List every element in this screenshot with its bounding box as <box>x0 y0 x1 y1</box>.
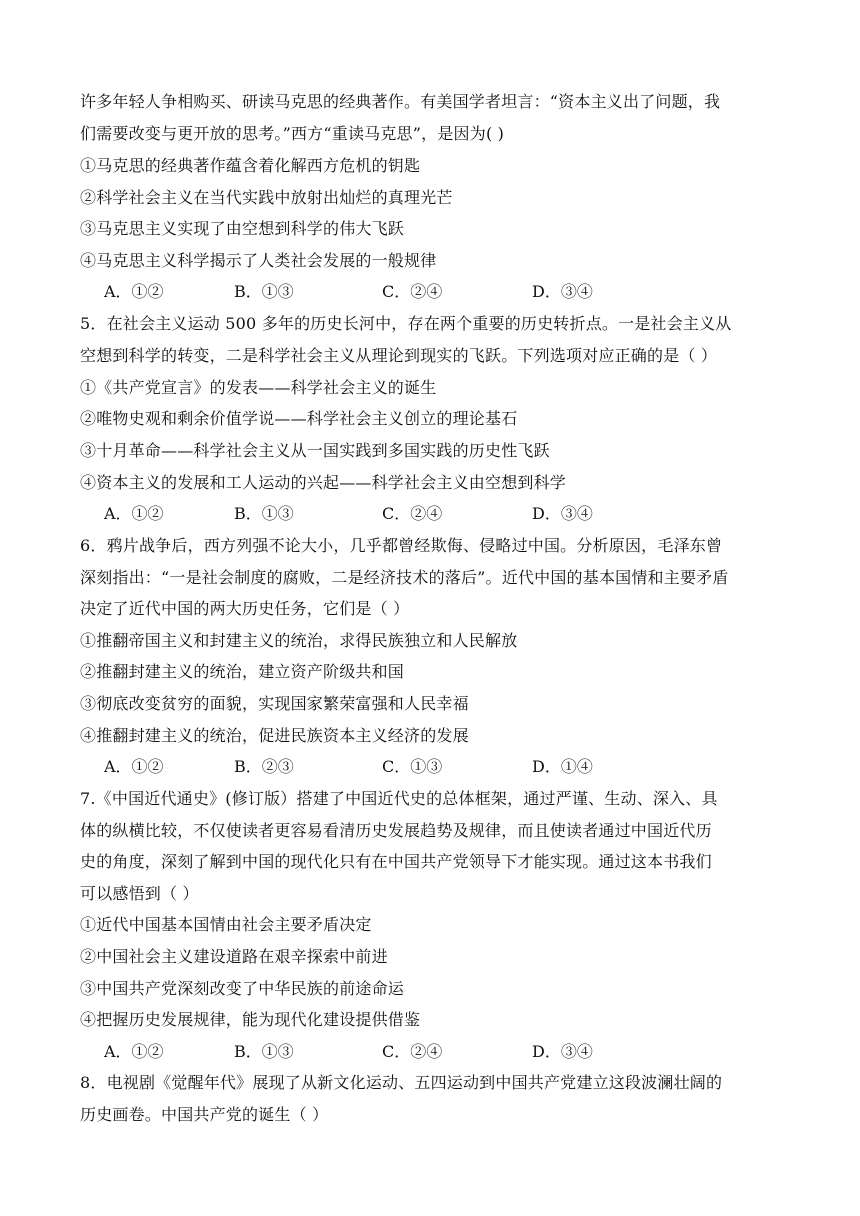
q8-stem-line-1: 8．电视剧《觉醒年代》展现了从新文化运动、五四运动到中国共产党建立这段波澜壮阔的 <box>80 1073 723 1092</box>
q5-option-c[interactable]: C．②④ <box>382 504 443 523</box>
q5-stem-line-1: 5．在社会主义运动 500 多年的历史长河中，存在两个重要的历史转折点。一是社会主义从 <box>80 314 732 333</box>
q4-option-a[interactable]: A．①② <box>104 282 164 301</box>
q7-statement-4: ④把握历史发展规律，能为现代化建设提供借鉴 <box>80 1010 421 1029</box>
q4-option-b[interactable]: B．①③ <box>234 282 294 301</box>
q5-statement-1: ①《共产党宣言》的发表——科学社会主义的诞生 <box>80 378 437 397</box>
q6-stem-line-2: 深刻指出：“一是社会制度的腐败，二是经济技术的落后”。近代中国的基本国情和主要矛盾 <box>80 568 729 587</box>
q6-statement-2: ②推翻封建主义的统治，建立资产阶级共和国 <box>80 662 405 681</box>
q4-stem-line-2: 们需要改变与更开放的思考。”西方“重读马克思”，是因为( ) <box>80 124 505 143</box>
q7-stem-line-1: 7.《中国近代通史》(修订版）搭建了中国近代史的总体框架，通过严谨、生动、深入、具 <box>80 789 718 808</box>
q5-stem-line-2: 空想到科学的转变，二是科学社会主义从理论到现实的飞跃。下列选项对应正确的是（ ） <box>80 346 718 365</box>
q6-option-a[interactable]: A．①② <box>104 757 164 776</box>
q5-option-a[interactable]: A．①② <box>104 504 164 523</box>
q6-stem-line-1: 6．鸦片战争后，西方列强不论大小，几乎都曾经欺侮、侵略过中国。分析原因，毛泽东曾 <box>80 536 723 555</box>
q7-option-c[interactable]: C．②④ <box>382 1042 443 1061</box>
q5-statement-2: ②唯物史观和剩余价值学说——科学社会主义创立的理论基石 <box>80 409 518 428</box>
q8-stem-line-2: 历史画卷。中国共产党的诞生（ ） <box>80 1105 329 1124</box>
q7-statement-1: ①近代中国基本国情由社会主要矛盾决定 <box>80 915 372 934</box>
q4-option-c[interactable]: C．②④ <box>382 282 443 301</box>
q6-option-d[interactable]: D．①④ <box>532 757 593 776</box>
q6-option-b[interactable]: B．②③ <box>234 757 294 776</box>
q7-option-d[interactable]: D．③④ <box>532 1042 593 1061</box>
q7-statement-2: ②中国社会主义建设道路在艰辛探索中前进 <box>80 947 388 966</box>
q7-stem-line-2: 体的纵横比较，不仅使读者更容易看清历史发展趋势及规律，而且使读者通过中国近代历 <box>80 821 712 840</box>
q4-statement-2: ②科学社会主义在当代实践中放射出灿烂的真理光芒 <box>80 188 453 207</box>
q6-statement-3: ③彻底改变贫穷的面貌，实现国家繁荣富强和人民幸福 <box>80 694 469 713</box>
q7-option-b[interactable]: B．①③ <box>234 1042 294 1061</box>
q6-statement-4: ④推翻封建主义的统治，促进民族资本主义经济的发展 <box>80 726 469 745</box>
q4-statement-3: ③马克思主义实现了由空想到科学的伟大飞跃 <box>80 219 405 238</box>
q6-statement-1: ①推翻帝国主义和封建主义的统治，求得民族独立和人民解放 <box>80 631 518 650</box>
q5-statement-4: ④资本主义的发展和工人运动的兴起——科学社会主义由空想到科学 <box>80 473 567 492</box>
q7-option-a[interactable]: A．①② <box>104 1042 164 1061</box>
q4-statement-1: ①马克思的经典著作蕴含着化解西方危机的钥匙 <box>80 156 421 175</box>
q5-statement-3: ③十月革命——科学社会主义从一国实践到多国实践的历史性飞跃 <box>80 441 550 460</box>
q5-option-b[interactable]: B．①③ <box>234 504 294 523</box>
q4-option-d[interactable]: D．③④ <box>532 282 593 301</box>
q6-option-c[interactable]: C．①③ <box>382 757 443 776</box>
q5-option-d[interactable]: D．③④ <box>532 504 593 523</box>
q7-stem-line-3: 史的角度，深刻了解到中国的现代化只有在中国共产党领导下才能实现。通过这本书我们 <box>80 852 712 871</box>
q7-stem-line-4: 可以感悟到（ ） <box>80 884 199 903</box>
q6-stem-line-3: 决定了近代中国的两大历史任务，它们是（ ） <box>80 599 410 618</box>
q4-statement-4: ④马克思主义科学揭示了人类社会发展的一般规律 <box>80 251 437 270</box>
q4-stem-line-1: 许多年轻人争相购买、研读马克思的经典著作。有美国学者坦言：“资本主义出了问题，我 <box>80 92 721 111</box>
q7-statement-3: ③中国共产党深刻改变了中华民族的前途命运 <box>80 979 405 998</box>
